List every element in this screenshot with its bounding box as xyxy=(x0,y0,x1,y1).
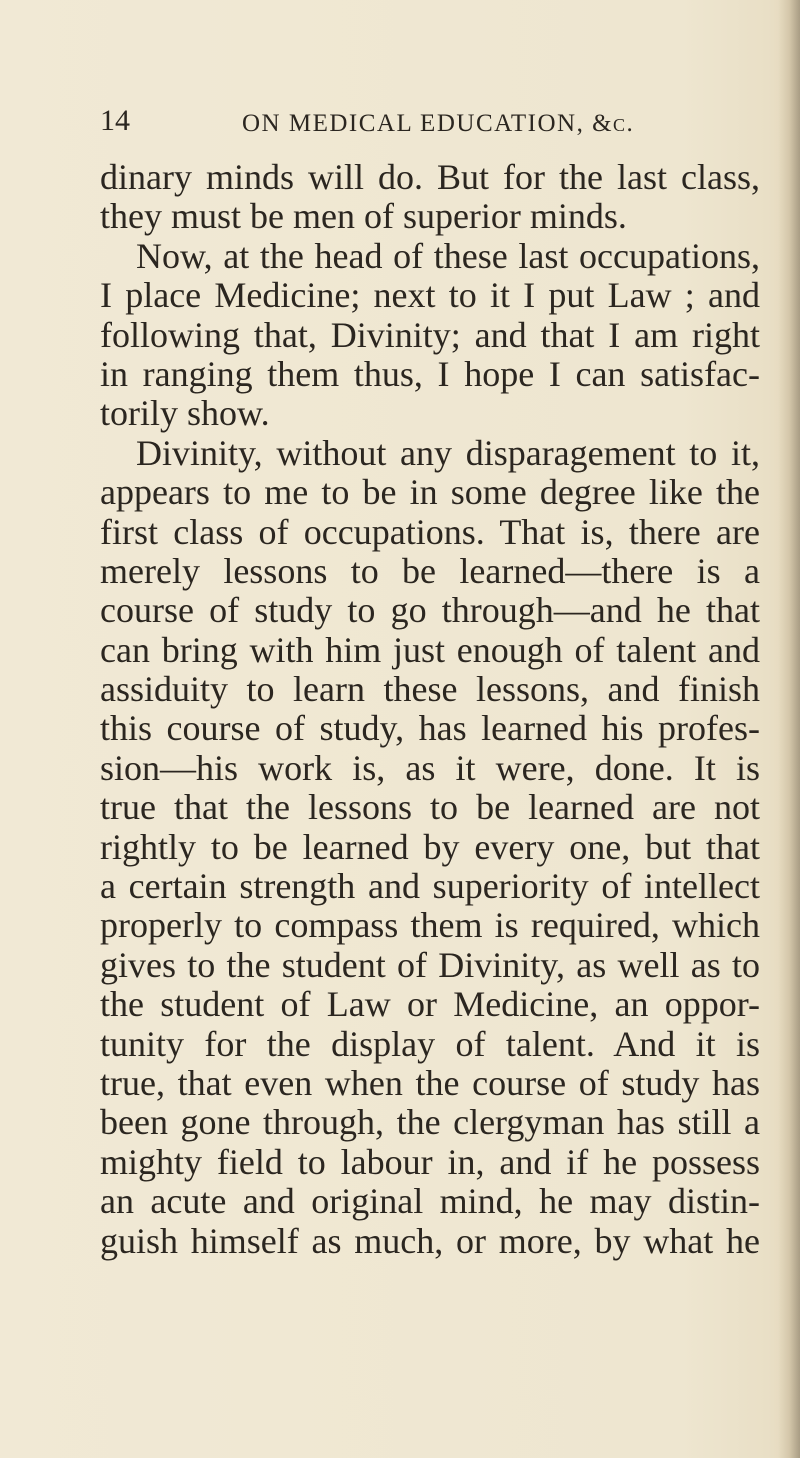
text-line: sion—his work is, as it were, done. It is xyxy=(100,747,760,788)
text-line: true, that even when the course of study has xyxy=(100,1062,760,1103)
text-line: this course of study, has learned his profes- xyxy=(100,708,760,749)
text-line: true that the lessons to be learned are not xyxy=(100,787,760,828)
text-line: mighty field to labour in, and if he possess xyxy=(100,1141,760,1182)
text-line: an acute and original mind, he may distin- xyxy=(100,1181,760,1222)
text-line: guish himself as much, or more, by what he xyxy=(100,1220,760,1261)
page-edge-shadow xyxy=(778,0,800,1458)
text-line: a certain strength and superiority of intellect xyxy=(100,866,760,907)
text-line: assiduity to learn these lessons, and finish xyxy=(100,669,760,710)
text-line: tunity for the display of talent. And it is xyxy=(100,1023,760,1064)
text-line: properly to compass them is required, which xyxy=(100,905,760,946)
text-line: dinary minds will do. But for the last class, xyxy=(100,157,760,197)
text-line: in ranging them thus, I hope I can satisfac- xyxy=(100,353,760,394)
text-line: following that, Divinity; and that I am right xyxy=(100,314,760,355)
text-line: torily show. xyxy=(100,393,270,434)
text-line: course of study to go through—and he that xyxy=(100,590,760,631)
running-head: ON MEDICAL EDUCATION, &c. xyxy=(242,110,635,137)
text-line: the student of Law or Medicine, an oppor- xyxy=(100,984,760,1025)
text-line: Now, at the head of these last occupations, xyxy=(136,235,760,276)
text-line: can bring with him just enough of talent and xyxy=(100,629,760,670)
text-line: Divinity, without any disparagement to it, xyxy=(136,432,760,473)
text-line: rightly to be learned by every one, but that xyxy=(100,826,760,867)
text-line: merely lessons to be learned—there is a xyxy=(100,550,760,591)
text-line: gives to the student of Divinity, as well as to xyxy=(100,944,760,985)
text-line: appears to me to be in some degree like the xyxy=(100,472,760,513)
text-line: first class of occupations. That is, there are xyxy=(100,511,760,552)
body-text xyxy=(100,158,760,1261)
page-number: 14 xyxy=(100,104,130,137)
text-line: I place Medicine; next to it I put Law ; and xyxy=(100,275,760,316)
page-header xyxy=(100,104,760,144)
text-line: they must be men of superior minds. xyxy=(100,196,627,237)
text-line: been gone through, the clergyman has still a xyxy=(100,1102,760,1143)
